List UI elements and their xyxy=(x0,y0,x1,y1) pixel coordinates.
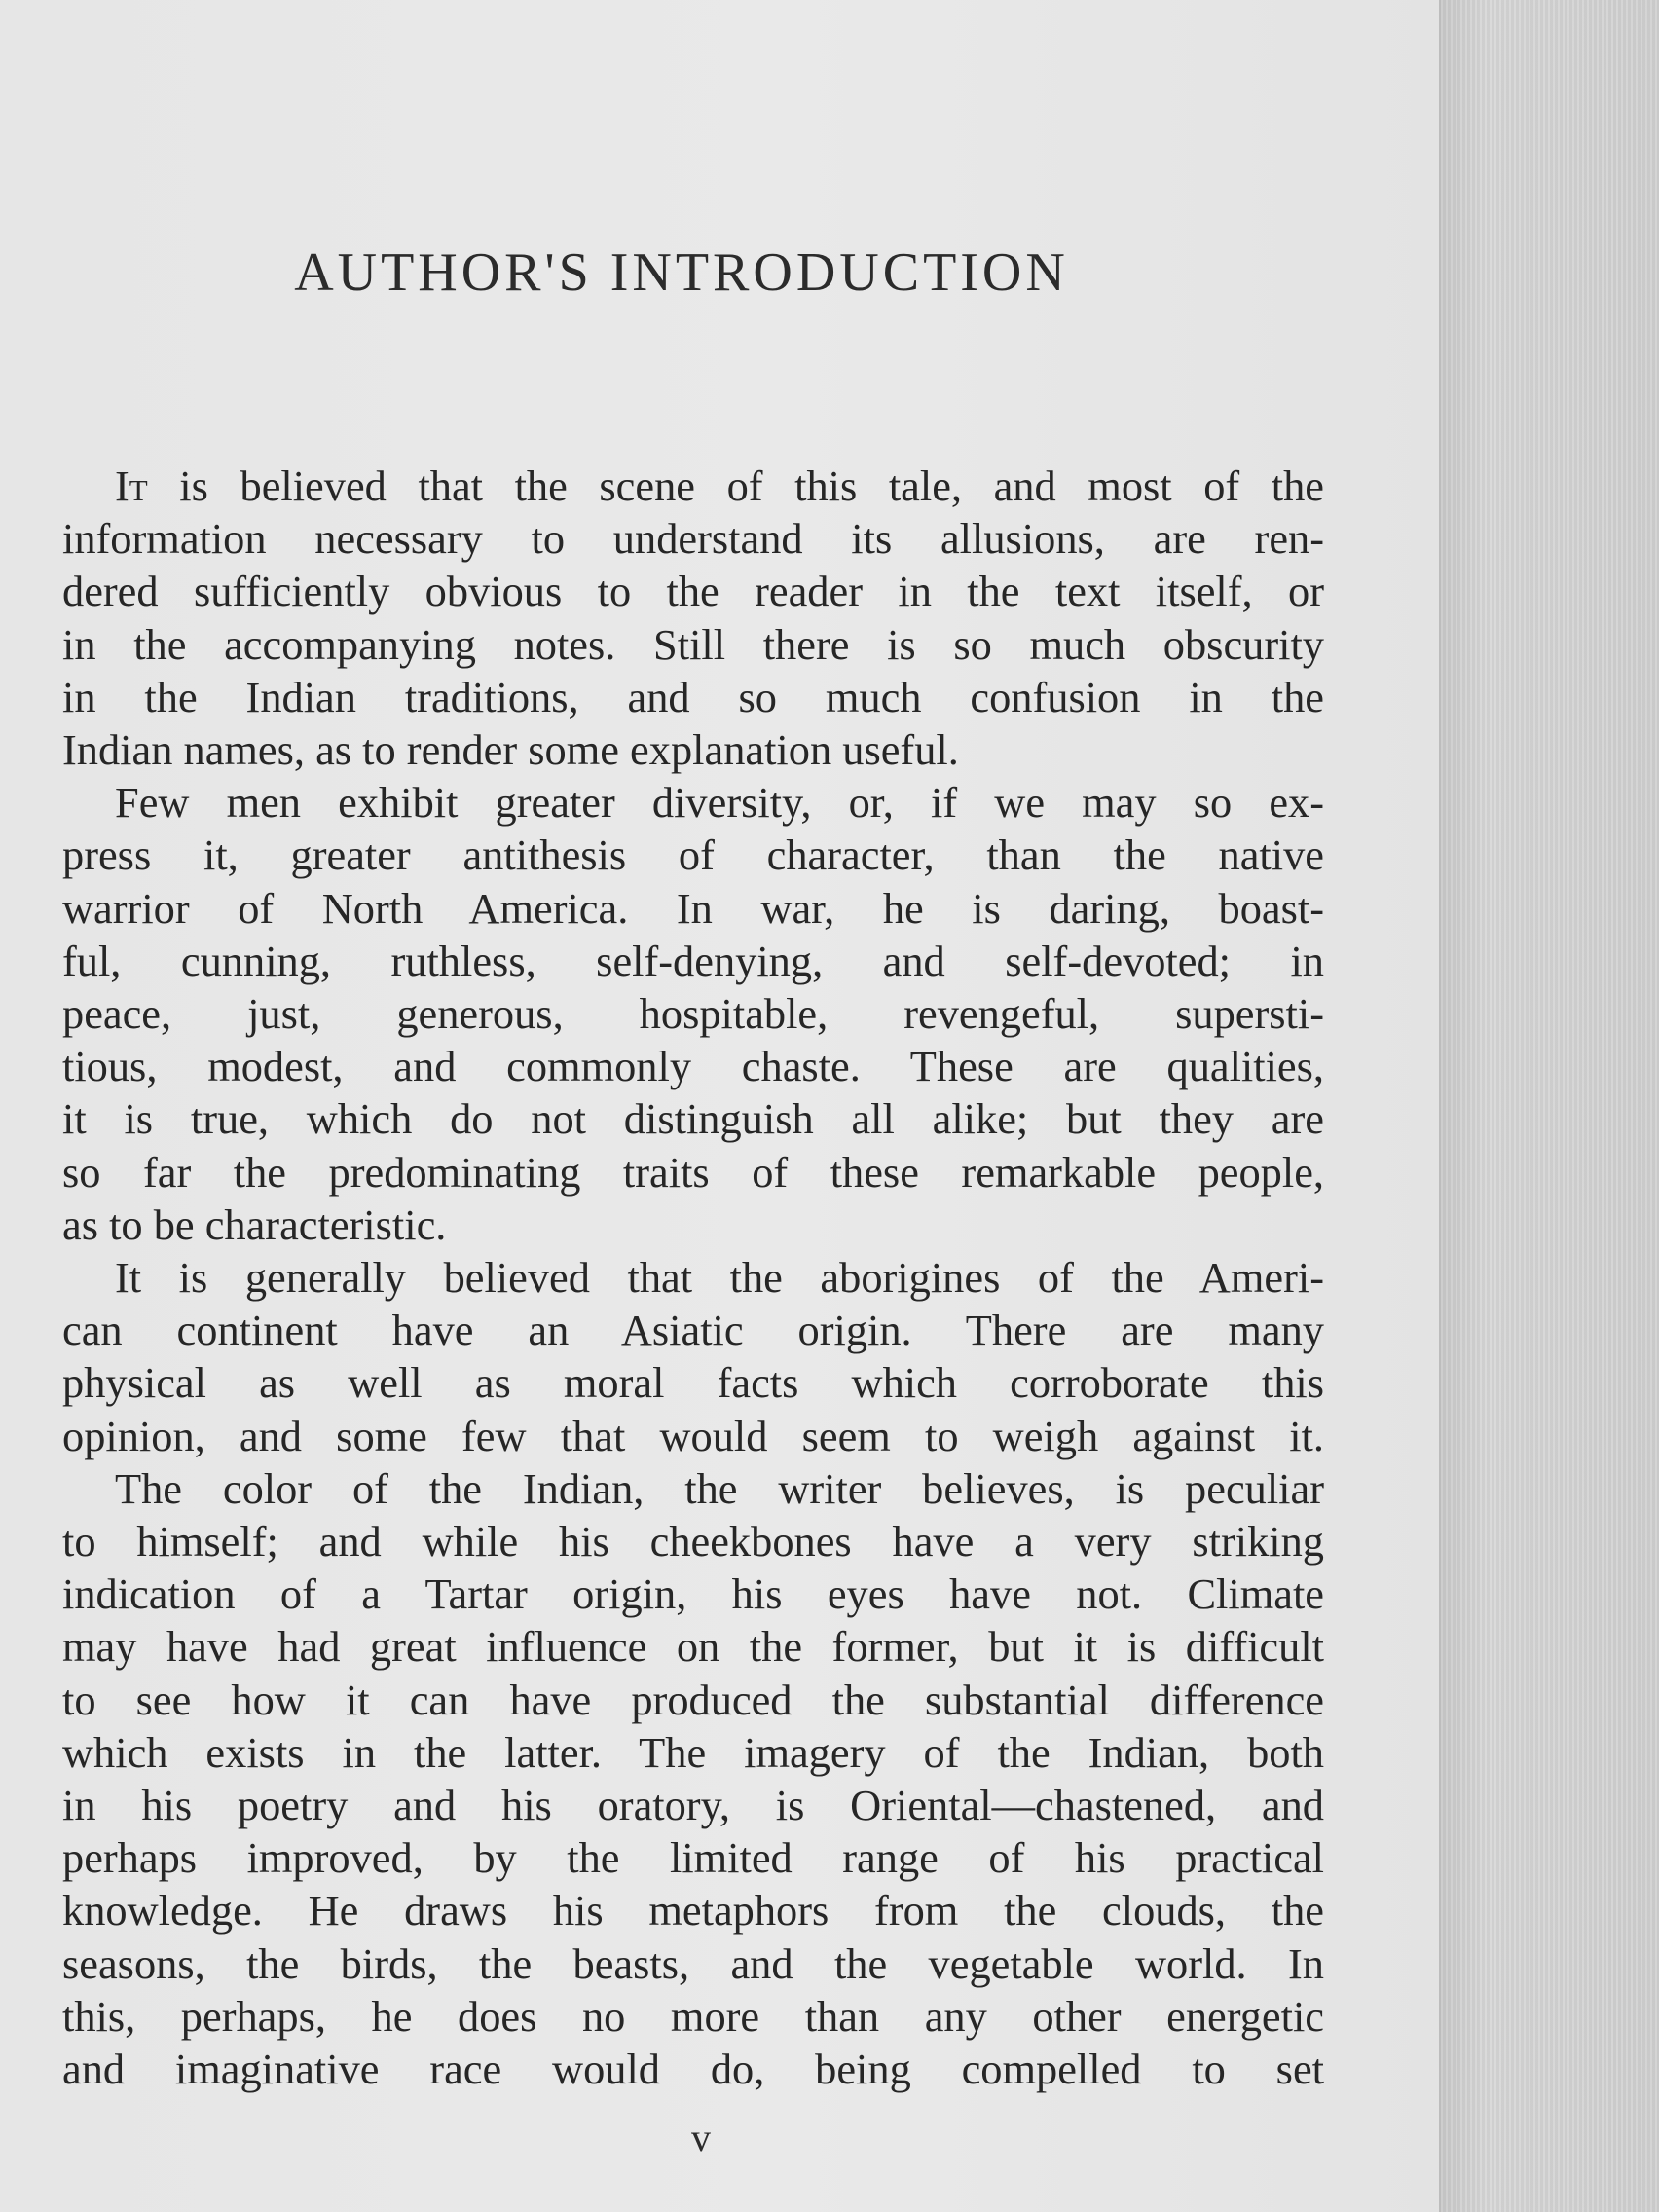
text-line: which exists in the latter. The imagery of the Indian, both xyxy=(62,1727,1324,1777)
text-line: in his poetry and his oratory, is Oriental—chastened, and xyxy=(62,1781,1324,1830)
text-line: in the accompanying notes. Still there is so much obscurity xyxy=(62,619,1324,669)
text-line: The color of the Indian, the writer believes, is peculiar xyxy=(115,1463,1324,1513)
text-line: this, perhaps, he does no more than any other energetic xyxy=(62,1991,1324,2041)
text-line: It is generally believed that the aborigines of the Ameri- xyxy=(115,1253,1324,1303)
text-line: as to be characteristic. xyxy=(62,1199,447,1249)
text-line-1 xyxy=(62,460,1324,512)
text-line: can continent have an Asiatic origin. There are many xyxy=(62,1306,1324,1355)
text-line: Indian names, as to render some explanation useful. xyxy=(62,725,959,775)
text-line: in the Indian traditions, and so much confusion in the xyxy=(62,672,1324,721)
first-word: It xyxy=(115,461,148,510)
text-line: and imaginative race would do, being compelled to set xyxy=(62,2045,1324,2094)
text-line: press it, greater antithesis of character, than the native xyxy=(62,830,1324,880)
text-line: physical as well as moral facts which corroborate this xyxy=(62,1358,1324,1408)
text-line: knowledge. He draws his metaphors from the clouds, the xyxy=(62,1886,1324,1936)
text-line: it is true, which do not distinguish all alike; but they are xyxy=(62,1094,1324,1144)
text-line: warrior of North America. In war, he is daring, boast- xyxy=(62,883,1324,933)
chapter-heading: AUTHOR'S INTRODUCTION xyxy=(294,242,1069,303)
body-text xyxy=(62,460,1324,2095)
text-line: Few men exhibit greater diversity, or, if we may so ex- xyxy=(115,778,1324,828)
text-line: dered sufficiently obvious to the reader in the text itself, or xyxy=(62,567,1324,616)
text-line: peace, just, generous, hospitable, revengeful, supersti- xyxy=(62,989,1324,1039)
text-line: to himself; and while his cheekbones have a very striking xyxy=(62,1517,1324,1567)
text-line: indication of a Tartar origin, his eyes have not. Climate xyxy=(62,1569,1324,1619)
line-rest: is believed that the scene of this tale, and most of the xyxy=(147,461,1324,510)
text-line: so far the predominating traits of these remarkable people, xyxy=(62,1147,1324,1197)
text-line: tious, modest, and commonly chaste. These are qualities, xyxy=(62,1042,1324,1091)
text-line: opinion, and some few that would seem to weigh against it. xyxy=(62,1411,1324,1460)
text-line: seasons, the birds, the beasts, and the vegetable world. In xyxy=(62,1938,1324,1988)
page-number: v xyxy=(691,2116,711,2159)
text-line: information necessary to understand its allusions, are ren- xyxy=(62,514,1324,564)
text-line: to see how it can have produced the substantial difference xyxy=(62,1675,1324,1724)
text-line: may have had great influence on the former, but it is difficult xyxy=(62,1622,1324,1672)
facing-page-edge xyxy=(1439,0,1659,2212)
text-line: ful, cunning, ruthless, self-denying, and self-devoted; in xyxy=(62,936,1324,985)
text-line: perhaps improved, by the limited range of his practical xyxy=(62,1833,1324,1883)
